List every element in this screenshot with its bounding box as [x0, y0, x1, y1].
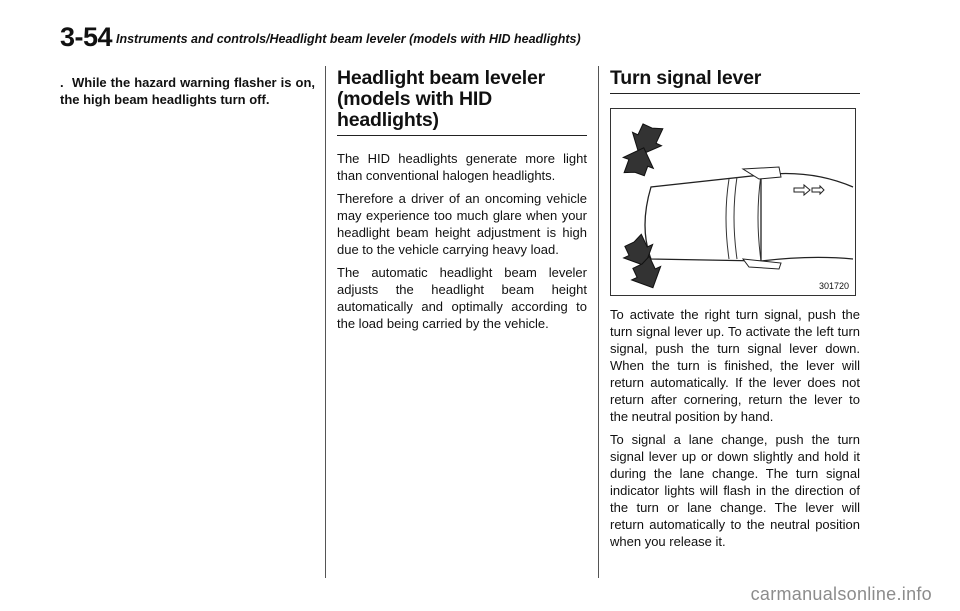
column-right — [610, 68, 860, 556]
turn-signal-lever-illustration — [611, 109, 855, 295]
column-middle — [337, 68, 587, 338]
section-title: Instruments and controls/Headlight beam leveler (models with HID headlights) — [116, 32, 581, 46]
turn-signal-lever-figure — [610, 108, 856, 296]
paragraph: Therefore a driver of an oncoming vehicle may experience too much glare when your headlight beam height adjustment is high due to the vehicle carrying heavy load. — [337, 191, 587, 257]
bullet-text: While the hazard warning flasher is on, the high beam headlights turn off. — [60, 75, 315, 107]
column-left — [60, 68, 315, 108]
column-divider — [598, 66, 599, 578]
page-header — [60, 22, 860, 52]
paragraph: The HID headlights generate more light than conventional halogen headlights. — [337, 151, 587, 183]
column-divider — [325, 66, 326, 578]
figure-code: 301720 — [818, 281, 849, 291]
paragraph: To signal a lane change, push the turn signal lever up or down slightly and hold it during the lane change. The turn signal indicator lights will flash in the direction of the turn or lane change. The lever will return automatically to the neutral position when you release it. — [610, 432, 860, 549]
bullet-marker: . — [60, 75, 64, 90]
page-number: 3-54 — [60, 22, 113, 52]
paragraph: The automatic headlight beam leveler adjusts the headlight beam height automatically and optimally according to the load being carried by the vehicle. — [337, 265, 587, 331]
bullet-note — [60, 74, 315, 108]
watermark: carmanualsonline.info — [750, 584, 932, 604]
heading-headlight-leveler: Headlight beam leveler (models with HID headlights) — [337, 68, 587, 136]
heading-turn-signal: Turn signal lever — [610, 68, 860, 94]
arrow-up-icon — [618, 118, 668, 182]
paragraph: To activate the right turn signal, push the turn signal lever up. To activate the left turn signal, push the turn signal lever down. When the turn is finished, the lever will return automatically. If the lever does not return after cornering, return the lever to the neutral position by hand. — [610, 307, 860, 424]
